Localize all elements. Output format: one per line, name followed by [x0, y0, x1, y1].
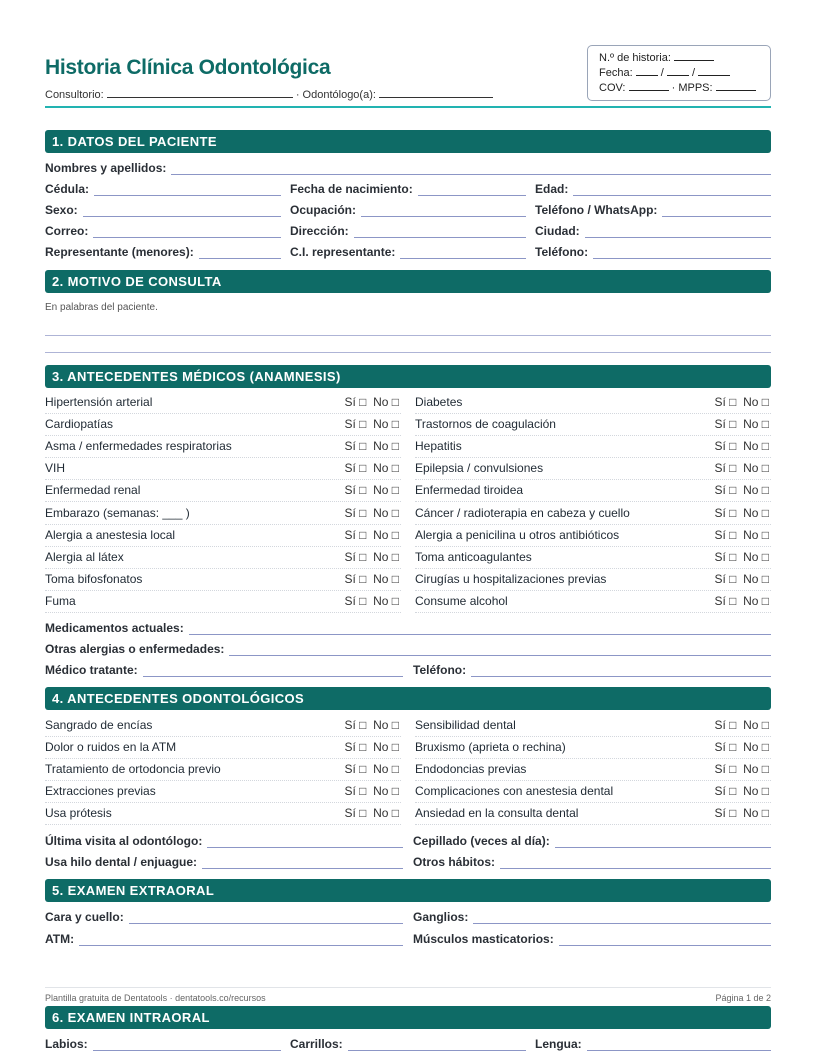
field-line[interactable] — [143, 663, 403, 677]
yes-checkbox[interactable]: Sí □ — [344, 784, 367, 799]
field-line[interactable] — [94, 182, 281, 196]
yes-checkbox[interactable]: Sí □ — [344, 505, 367, 520]
yes-checkbox[interactable]: Sí □ — [344, 806, 367, 821]
field-label: Sexo: — [45, 203, 78, 217]
field-representante[interactable] — [45, 241, 281, 259]
field-label: Dirección: — [290, 224, 349, 238]
field-label: Ganglios: — [413, 910, 469, 924]
no-checkbox[interactable]: No □ — [743, 593, 769, 608]
yes-checkbox[interactable]: Sí □ — [714, 740, 737, 755]
field-hilo-dental[interactable] — [45, 851, 403, 869]
no-checkbox[interactable]: No □ — [373, 483, 399, 498]
medical-condition-question: VIH — [45, 461, 66, 476]
yes-checkbox[interactable]: Sí □ — [714, 505, 737, 520]
dental-condition-question: Sensibilidad dental — [415, 718, 516, 732]
historia-row — [599, 51, 770, 66]
field-line[interactable] — [662, 203, 771, 217]
medical-condition-item — [45, 591, 401, 613]
no-checkbox[interactable]: No □ — [743, 571, 769, 586]
cov-line[interactable] — [629, 82, 669, 91]
field-line[interactable] — [400, 245, 526, 259]
row-representante — [45, 241, 771, 259]
field-label: Lengua: — [535, 1037, 582, 1051]
yes-checkbox[interactable]: Sí □ — [714, 549, 737, 564]
field-line[interactable] — [587, 1037, 771, 1051]
medical-condition-question: Alergia a penicilina u otros antibióticos — [415, 527, 620, 542]
dental-condition-question: Tratamiento de ortodoncia previo — [45, 762, 221, 777]
no-checkbox[interactable]: No □ — [373, 439, 399, 454]
no-checkbox[interactable]: No □ — [743, 806, 769, 821]
field-line[interactable] — [83, 203, 281, 217]
field-label: Nombres y apellidos: — [45, 161, 167, 175]
field-nombres[interactable] — [45, 157, 771, 175]
no-checkbox[interactable]: No □ — [743, 395, 769, 409]
yes-checkbox[interactable]: Sí □ — [344, 395, 367, 409]
yes-checkbox[interactable]: Sí □ — [344, 483, 367, 498]
yes-checkbox[interactable]: Sí □ — [714, 527, 737, 542]
yes-no-options — [714, 461, 769, 475]
medical-condition-question: Cardiopatías — [45, 417, 114, 432]
field-line[interactable] — [361, 203, 526, 217]
historia-label: N.º de historia: — [599, 52, 671, 64]
medical-condition-item — [415, 503, 771, 525]
no-checkbox[interactable]: No □ — [373, 417, 399, 432]
field-ci-representante[interactable] — [290, 241, 526, 259]
yes-no-options — [344, 461, 399, 475]
no-checkbox[interactable]: No □ — [743, 483, 769, 498]
footer-credit: Plantilla gratuita de Dentatools · dentatools.co/recursos — [45, 993, 266, 1003]
row-medicamentos — [45, 617, 771, 635]
field-medicamentos[interactable] — [45, 617, 771, 635]
dental-condition-item — [45, 803, 401, 825]
dental-condition-question: Ansiedad en la consulta dental — [415, 806, 579, 821]
yes-no-options — [344, 528, 399, 542]
yes-no-options — [714, 550, 769, 564]
medical-condition-question: Cirugías u hospitalizaciones previas — [415, 571, 607, 586]
yes-no-options — [714, 740, 769, 754]
field-labios[interactable] — [45, 1033, 281, 1051]
odontologo-line[interactable] — [379, 88, 493, 98]
medical-condition-item — [415, 547, 771, 569]
yes-checkbox[interactable]: Sí □ — [344, 718, 367, 732]
field-line[interactable] — [418, 182, 526, 196]
section-header-antecedentes-odontologicos: 4. ANTECEDENTES ODONTOLÓGICOS — [45, 687, 771, 710]
dental-condition-question: Extracciones previas — [45, 784, 156, 799]
yes-no-options — [714, 718, 769, 732]
motivo-line-1[interactable] — [45, 335, 771, 336]
fecha-day-line[interactable] — [636, 67, 658, 76]
field-sexo[interactable] — [45, 199, 281, 217]
yes-no-options — [714, 594, 769, 608]
header-subline — [45, 88, 493, 101]
dental-condition-question: Sangrado de encías — [45, 718, 153, 732]
fecha-label: Fecha: — [599, 67, 633, 79]
field-label: Edad: — [535, 182, 569, 196]
no-checkbox[interactable]: No □ — [743, 439, 769, 454]
row-nombres — [45, 157, 771, 175]
row-ultima-visita — [45, 830, 771, 848]
medical-condition-item — [45, 569, 401, 591]
field-line[interactable] — [199, 245, 281, 259]
field-line[interactable] — [559, 932, 771, 946]
no-checkbox[interactable]: No □ — [373, 718, 399, 732]
yes-no-options — [344, 506, 399, 520]
dental-condition-item — [415, 803, 771, 825]
no-checkbox[interactable]: No □ — [373, 571, 399, 586]
section-header-antecedentes-medicos: 3. ANTECEDENTES MÉDICOS (ANAMNESIS) — [45, 365, 771, 388]
no-checkbox[interactable]: No □ — [373, 505, 399, 520]
row-sexo — [45, 199, 771, 217]
yes-checkbox[interactable]: Sí □ — [344, 527, 367, 542]
field-line[interactable] — [171, 161, 771, 175]
yes-no-options — [344, 572, 399, 586]
field-direccion[interactable] — [290, 220, 526, 238]
yes-no-options — [714, 784, 769, 798]
field-label: Representante (menores): — [45, 245, 194, 259]
medical-condition-item — [415, 458, 771, 480]
dental-condition-question: Bruxismo (aprieta o rechina) — [415, 740, 566, 755]
no-checkbox[interactable]: No □ — [373, 806, 399, 821]
yes-no-options — [344, 784, 399, 798]
medical-condition-question: Asma / enfermedades respiratorias — [45, 439, 232, 454]
dental-condition-question: Complicaciones con anestesia dental — [415, 784, 614, 799]
fecha-sep-2: / — [691, 67, 696, 79]
field-label: Médico tratante: — [45, 663, 138, 677]
fecha-month-line[interactable] — [667, 67, 689, 76]
field-otras-alergias[interactable] — [45, 638, 771, 656]
field-lengua[interactable] — [535, 1033, 771, 1051]
field-line[interactable] — [93, 224, 281, 238]
field-label: Última visita al odontólogo: — [45, 834, 203, 848]
field-label: Otros hábitos: — [413, 855, 496, 869]
field-label: ATM: — [45, 932, 75, 946]
field-label: Teléfono / WhatsApp: — [535, 203, 658, 217]
yes-no-options — [344, 806, 399, 820]
dental-condition-item — [415, 737, 771, 759]
field-ciudad[interactable] — [535, 220, 771, 238]
field-line[interactable] — [207, 834, 403, 848]
no-checkbox[interactable]: No □ — [373, 784, 399, 799]
field-label: Carrillos: — [290, 1037, 343, 1051]
yes-checkbox[interactable]: Sí □ — [714, 593, 737, 608]
field-cedula[interactable] — [45, 178, 281, 196]
field-atm[interactable] — [45, 928, 403, 946]
yes-checkbox[interactable]: Sí □ — [714, 395, 737, 409]
yes-checkbox[interactable]: Sí □ — [714, 806, 737, 821]
no-checkbox[interactable]: No □ — [373, 762, 399, 777]
row-medico-tratante — [45, 659, 771, 677]
field-label: Teléfono: — [413, 663, 467, 677]
field-ganglios[interactable] — [413, 906, 771, 924]
field-label: Ocupación: — [290, 203, 357, 217]
field-line[interactable] — [229, 642, 771, 656]
no-checkbox[interactable]: No □ — [743, 762, 769, 777]
no-checkbox[interactable]: No □ — [373, 740, 399, 755]
yes-checkbox[interactable]: Sí □ — [344, 593, 367, 608]
medical-condition-item — [45, 458, 401, 480]
field-line[interactable] — [585, 224, 771, 238]
medical-condition-item — [415, 414, 771, 436]
field-label: Ciudad: — [535, 224, 580, 238]
field-label: Fecha de nacimiento: — [290, 182, 413, 196]
yes-checkbox[interactable]: Sí □ — [714, 461, 737, 476]
field-line[interactable] — [573, 182, 771, 196]
medical-condition-item — [415, 392, 771, 414]
footer-divider — [45, 987, 771, 988]
row-labios — [45, 1033, 771, 1051]
medical-condition-item — [415, 591, 771, 613]
field-label: Músculos masticatorios: — [413, 932, 554, 946]
row-atm — [45, 928, 771, 946]
field-medico-tratante[interactable] — [45, 659, 403, 677]
field-correo[interactable] — [45, 220, 281, 238]
yes-no-options — [344, 439, 399, 453]
medical-condition-item — [45, 480, 401, 502]
fecha-row — [599, 66, 770, 81]
yes-no-options — [344, 594, 399, 608]
medical-condition-item — [45, 414, 401, 436]
mpps-line[interactable] — [716, 82, 756, 91]
field-line[interactable] — [348, 1037, 526, 1051]
no-checkbox[interactable]: No □ — [373, 461, 399, 476]
header-divider — [45, 106, 771, 108]
field-label: C.I. representante: — [290, 245, 396, 259]
yes-no-options — [344, 483, 399, 497]
motivo-line-2[interactable] — [45, 352, 771, 353]
dental-condition-item — [45, 759, 401, 781]
medical-condition-question: Embarazo (semanas: ___ ) — [45, 505, 190, 520]
field-ultima-visita[interactable] — [45, 830, 403, 848]
consultorio-line[interactable] — [107, 88, 293, 98]
medical-condition-item — [45, 436, 401, 458]
field-label: Teléfono: — [535, 245, 589, 259]
dental-condition-item — [45, 781, 401, 803]
no-checkbox[interactable]: No □ — [743, 527, 769, 542]
yes-no-options — [344, 395, 399, 409]
yes-checkbox[interactable]: Sí □ — [714, 439, 737, 454]
yes-no-options — [714, 528, 769, 542]
field-line[interactable] — [500, 855, 771, 869]
medical-condition-question: Fuma — [45, 593, 76, 608]
yes-checkbox[interactable]: Sí □ — [344, 461, 367, 476]
medical-condition-item — [45, 547, 401, 569]
field-label: Correo: — [45, 224, 89, 238]
field-cara-cuello[interactable] — [45, 906, 403, 924]
medical-condition-question: Enfermedad renal — [45, 483, 141, 498]
yes-checkbox[interactable]: Sí □ — [714, 718, 737, 732]
field-line[interactable] — [555, 834, 771, 848]
yes-no-options — [714, 762, 769, 776]
dental-condition-item — [415, 715, 771, 737]
no-checkbox[interactable]: No □ — [743, 718, 769, 732]
no-checkbox[interactable]: No □ — [743, 549, 769, 564]
medical-condition-item — [415, 480, 771, 502]
medical-condition-question: Hipertensión arterial — [45, 395, 153, 409]
yes-no-options — [344, 550, 399, 564]
dental-condition-question: Endodoncias previas — [415, 762, 527, 777]
medical-condition-item — [415, 569, 771, 591]
medical-condition-question: Alergia al látex — [45, 549, 124, 564]
yes-no-options — [714, 483, 769, 497]
field-line[interactable] — [593, 245, 771, 259]
odontologo-label: · Odontólogo(a): — [295, 89, 376, 101]
section-header-motivo: 2. MOTIVO DE CONSULTA — [45, 270, 771, 293]
yes-no-options — [714, 506, 769, 520]
cov-row — [599, 81, 770, 96]
yes-no-options — [714, 572, 769, 586]
field-label: Otras alergias o enfermedades: — [45, 642, 225, 656]
field-label: Cepillado (veces al día): — [413, 834, 550, 848]
field-otros-habitos[interactable] — [413, 851, 771, 869]
no-checkbox[interactable]: No □ — [373, 549, 399, 564]
yes-no-options — [714, 806, 769, 820]
yes-no-options — [714, 395, 769, 409]
dental-condition-item — [415, 759, 771, 781]
field-line[interactable] — [354, 224, 526, 238]
no-checkbox[interactable]: No □ — [743, 740, 769, 755]
yes-checkbox[interactable]: Sí □ — [344, 417, 367, 432]
dental-condition-item — [45, 737, 401, 759]
fecha-sep-1: / — [660, 67, 664, 79]
document-title: Historia Clínica Odontológica — [45, 56, 331, 79]
fecha-year-line[interactable] — [698, 67, 730, 76]
yes-checkbox[interactable]: Sí □ — [344, 439, 367, 454]
consultorio-label: Consultorio: — [45, 89, 104, 101]
field-line[interactable] — [471, 663, 771, 677]
field-telefono-medico[interactable] — [413, 659, 771, 677]
form-page — [45, 0, 771, 1056]
yes-checkbox[interactable]: Sí □ — [714, 483, 737, 498]
medical-condition-question: Toma anticoagulantes — [415, 549, 532, 564]
medical-condition-item — [415, 436, 771, 458]
field-ocupacion[interactable] — [290, 199, 526, 217]
page-number: Página 1 de 2 — [715, 993, 771, 1003]
yes-no-options — [714, 439, 769, 453]
yes-checkbox[interactable]: Sí □ — [714, 784, 737, 799]
field-label: Medicamentos actuales: — [45, 621, 184, 635]
no-checkbox[interactable]: No □ — [743, 505, 769, 520]
medical-condition-item — [415, 525, 771, 547]
field-line[interactable] — [129, 910, 403, 924]
medical-condition-item — [45, 525, 401, 547]
field-line[interactable] — [79, 932, 403, 946]
no-checkbox[interactable]: No □ — [743, 461, 769, 476]
no-checkbox[interactable]: No □ — [373, 593, 399, 608]
yes-no-options — [714, 417, 769, 431]
field-telefono-representante[interactable] — [535, 241, 771, 259]
medical-condition-question: Trastornos de coagulación — [415, 417, 556, 432]
medical-condition-question: Toma bifosfonatos — [45, 571, 143, 586]
medical-condition-question: Alergia a anestesia local — [45, 527, 176, 542]
yes-checkbox[interactable]: Sí □ — [714, 571, 737, 586]
yes-checkbox[interactable]: Sí □ — [344, 571, 367, 586]
medical-condition-question: Hepatitis — [415, 439, 462, 454]
yes-checkbox[interactable]: Sí □ — [714, 762, 737, 777]
no-checkbox[interactable]: No □ — [373, 395, 399, 409]
cov-label: COV: — [599, 82, 626, 94]
row-otras-alergias — [45, 638, 771, 656]
yes-no-options — [344, 762, 399, 776]
section-header-examen-intraoral: 6. EXAMEN INTRAORAL — [45, 1006, 771, 1029]
dental-condition-item — [45, 715, 401, 737]
row-cara-cuello — [45, 906, 771, 924]
yes-no-options — [344, 718, 399, 732]
medical-condition-question: Consume alcohol — [415, 593, 508, 608]
no-checkbox[interactable]: No □ — [743, 784, 769, 799]
row-cedula — [45, 178, 771, 196]
field-telefono-whatsapp[interactable] — [535, 199, 771, 217]
yes-checkbox[interactable]: Sí □ — [344, 740, 367, 755]
medical-condition-item — [45, 392, 401, 414]
dental-condition-item — [415, 781, 771, 803]
field-carrillos[interactable] — [290, 1033, 526, 1051]
medical-condition-item — [45, 503, 401, 525]
field-edad[interactable] — [535, 178, 771, 196]
dental-condition-question: Usa prótesis — [45, 806, 112, 821]
yes-checkbox[interactable]: Sí □ — [344, 762, 367, 777]
field-musculos-masticatorios[interactable] — [413, 928, 771, 946]
field-line[interactable] — [473, 910, 771, 924]
medical-condition-question: Enfermedad tiroidea — [415, 483, 524, 498]
yes-no-options — [344, 417, 399, 431]
medical-condition-question: Epilepsia / convulsiones — [415, 461, 544, 476]
field-line[interactable] — [93, 1037, 281, 1051]
medical-condition-question: Diabetes — [415, 395, 463, 409]
no-checkbox[interactable]: No □ — [373, 527, 399, 542]
historia-line[interactable] — [674, 52, 714, 61]
motivo-note: En palabras del paciente. — [45, 302, 158, 313]
section-header-datos-paciente: 1. DATOS DEL PACIENTE — [45, 130, 771, 153]
yes-checkbox[interactable]: Sí □ — [714, 417, 737, 432]
medical-condition-question: Cáncer / radioterapia en cabeza y cuello — [415, 505, 630, 520]
field-line[interactable] — [202, 855, 403, 869]
field-fecha-nacimiento[interactable] — [290, 178, 526, 196]
section-header-examen-extraoral: 5. EXAMEN EXTRAORAL — [45, 879, 771, 902]
field-label: Labios: — [45, 1037, 88, 1051]
field-label: Usa hilo dental / enjuague: — [45, 855, 198, 869]
field-label: Cédula: — [45, 182, 90, 196]
yes-no-options — [344, 740, 399, 754]
field-label: Cara y cuello: — [45, 910, 124, 924]
yes-checkbox[interactable]: Sí □ — [344, 549, 367, 564]
dental-condition-question: Dolor o ruidos en la ATM — [45, 740, 177, 755]
row-correo — [45, 220, 771, 238]
row-hilo-dental — [45, 851, 771, 869]
no-checkbox[interactable]: No □ — [743, 417, 769, 432]
field-cepillado[interactable] — [413, 830, 771, 848]
field-line[interactable] — [189, 621, 771, 635]
record-info-box — [587, 45, 771, 101]
mpps-label: · MPPS: — [671, 82, 713, 94]
